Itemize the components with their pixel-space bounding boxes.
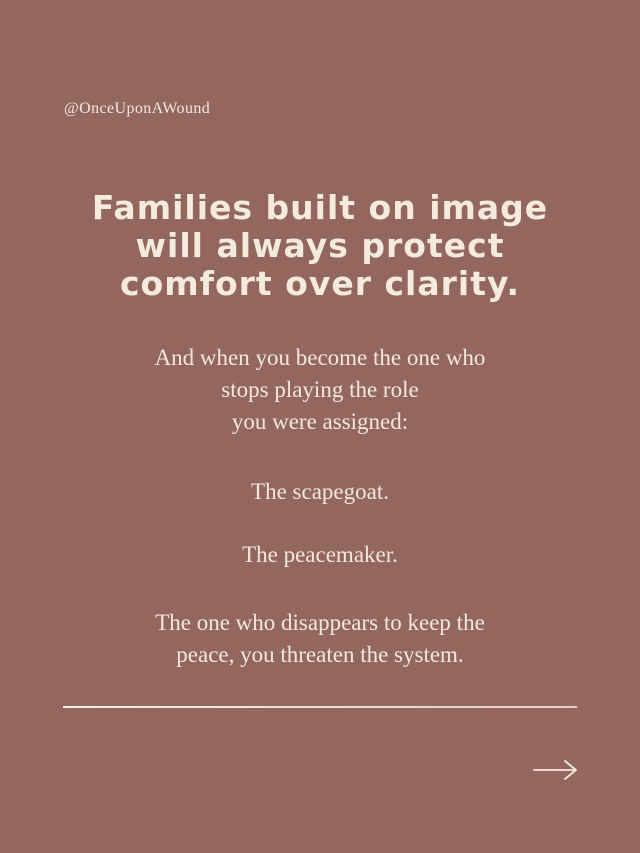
role-scapegoat-text: The scapegoat. (251, 479, 389, 504)
headline-line-3: comfort over clarity. (119, 264, 521, 303)
divider-line (63, 706, 577, 708)
paragraph-2-line-2: peace, you threaten the system. (176, 642, 464, 667)
paragraph-1-line-1: And when you become the one who (154, 345, 486, 370)
body-paragraph-2 (0, 607, 640, 671)
body-paragraph-1 (0, 342, 640, 438)
role-peacemaker-text: The peacemaker. (242, 542, 398, 567)
paragraph-1-line-2: stops playing the role (221, 377, 419, 402)
paragraph-1-line-3: you were assigned: (231, 409, 409, 434)
right-arrow-icon[interactable] (532, 758, 578, 782)
paragraph-2-line-1: The one who disappears to keep the (155, 610, 485, 635)
headline (0, 189, 640, 303)
headline-line-1: Families built on image (91, 188, 549, 227)
headline-line-2: will always protect (135, 226, 505, 265)
account-handle: @OnceUponAWound (64, 100, 211, 117)
